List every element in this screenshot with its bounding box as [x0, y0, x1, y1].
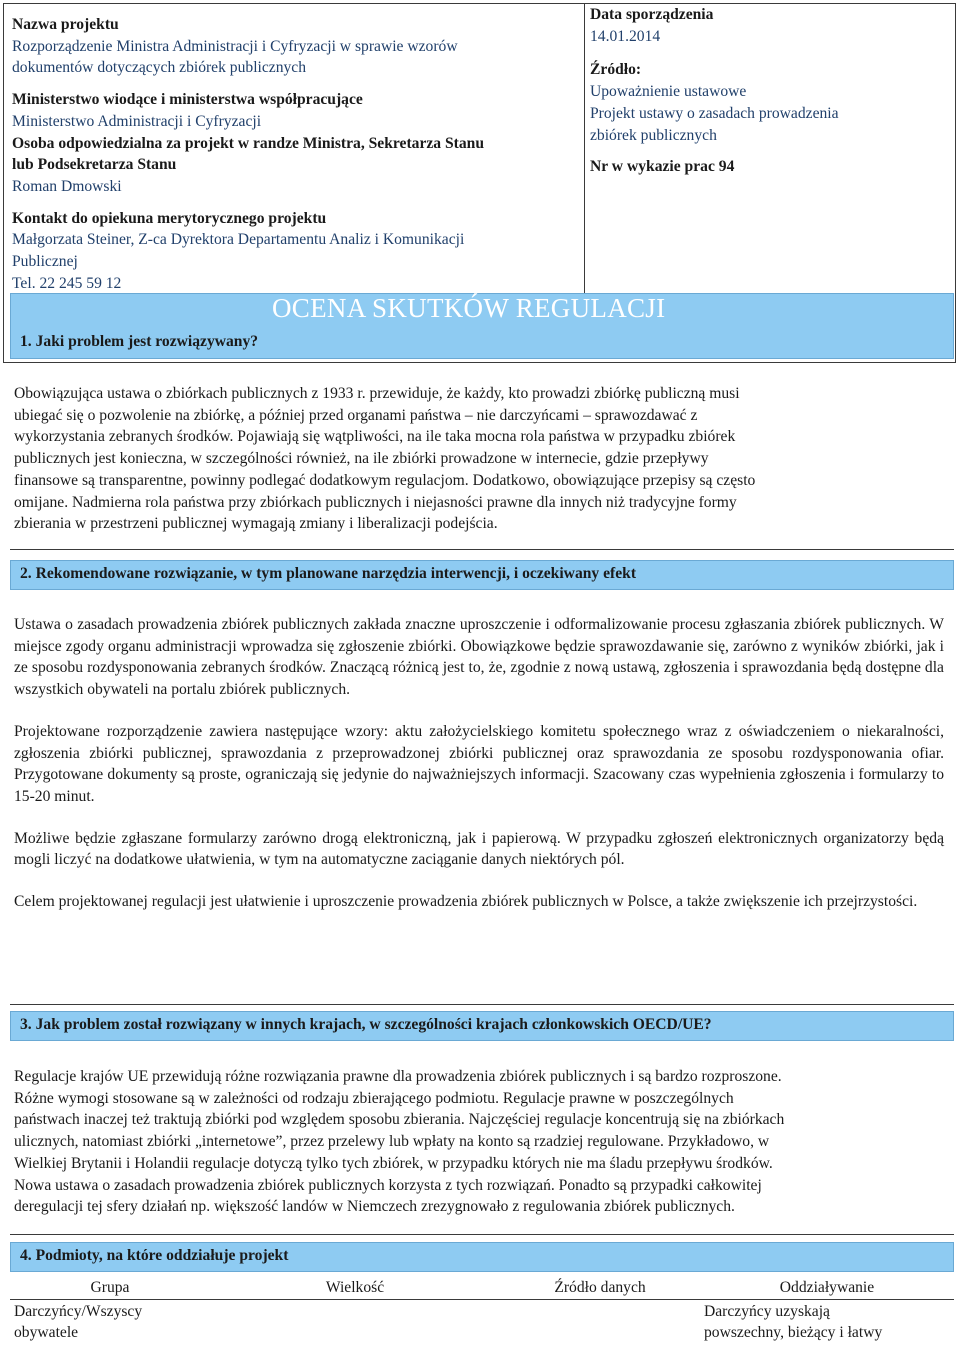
- header-right: [590, 4, 950, 178]
- nazwa-line-1: Rozporządzenie Ministra Administracji i Cyfryzacji w sprawie wzorów: [12, 37, 458, 55]
- s3-line: deregulacji tej sfery działań np. większość landów w Niemczech zrezygnowało z regulowania zbiórek publicznych.: [14, 1198, 735, 1216]
- cell-grupa-l2: obywatele: [14, 1324, 79, 1341]
- s3-line: państwach inaczej też traktują zbiórki pod względem sposobu zbierania. Najczęściej regulacje koncentrują się na zbiórkach: [14, 1111, 785, 1129]
- cell-odd-l2: powszechny, bieżący i łatwy: [704, 1324, 883, 1341]
- s2-p4-l1: Celem projektowanej regulacji jest ułatwienie i uproszczenie prowadzenia zbiórek publicznych w Polsce, a także: [14, 893, 720, 911]
- s2-p2-l2: oświadczeniem o niekaralności, zgłoszenia zbiórki publicznej, sprawozdania z przeprowadzonej zbiórki publicznej oraz: [14, 722, 945, 762]
- s2-p3-l3: niektórych pól.: [530, 851, 625, 869]
- s1-line: finansowe są transparentne, powinny podlegać dodatkowym regulacjom. Dodatkowo, obowiązujące przepisy są często: [14, 471, 756, 489]
- s3-line: Nowa ustawa o zasadach prowadzenia zbiórek publicznych korzysta z tych rozwiązań. Ponadto są przypadki całkowitej: [14, 1176, 762, 1194]
- s2-paragraph-4: [14, 891, 944, 913]
- table-header-row: [10, 1276, 954, 1300]
- section-1-title: 1. Jaki problem jest rozwiązywany?: [20, 333, 259, 350]
- s1-line: ubiegać się o pozwolenie na zbiórkę, a później przed organami państwa – nie darczyńcami – sprawozdawać z: [14, 406, 698, 424]
- section-3-separator: [10, 1234, 954, 1235]
- s3-line: ulicznych, natomiast zbiórki „internetowe”, przez przelewy lub wpłaty na konto są rzadziej regulowane. Przykładowo, w: [14, 1133, 770, 1151]
- cell-grupa-l1: Darczyńcy/Wszyscy: [14, 1303, 143, 1320]
- s2-p1-l3: sprawozdawanie się, zarówno z wyników zbiórki, jak i ze sposobu rozdysponowania zebranych środków. Znaczącą różnicą: [14, 637, 944, 677]
- kontakt-line-1: Małgorzata Steiner, Z-ca Dyrektora Departamentu Analiz i Komunikacji: [12, 231, 465, 249]
- section-2-body: [14, 614, 944, 933]
- s2-p2-l1: Projektowane rozporządzenie zawiera następujące wzory: aktu założycielskiego komitetu społecznego wraz z: [14, 722, 732, 740]
- col-wielkosc: Wielkość: [210, 1276, 500, 1300]
- section-1-body: [14, 383, 944, 535]
- data-value: 14.01.2014: [590, 27, 661, 45]
- zrodlo-line-1: Upoważnienie ustawowe: [590, 83, 747, 101]
- s2-p1-l5: publicznych.: [269, 681, 351, 699]
- section-2-title: 2. Rekomendowane rozwiązanie, w tym planowane narzędzia interwencji, i oczekiwany efekt: [20, 565, 637, 582]
- s1-line: wykorzystania zebranych środków. Pojawiają się wątpliwości, na ile taka mocna rola państwa w przypadku zbiórek: [14, 428, 736, 446]
- tel-value: Tel. 22 245 59 12: [12, 274, 122, 292]
- s2-paragraph-1: [14, 614, 944, 701]
- s2-p1-l2: zbiórek publicznych. W miejsce zgody organu administracji wprowadza się zgłoszenie zbiórki. Obowiązkowe będzie: [14, 616, 944, 655]
- table-row: [10, 1300, 954, 1345]
- section-3-title: 3. Jak problem został rozwiązany w innych krajach, w szczególności krajach członkowskich OECD/UE?: [20, 1016, 712, 1033]
- kontakt-label: Kontakt do opiekuna merytorycznego projektu: [12, 209, 327, 227]
- nazwa-label: Nazwa projektu: [12, 16, 119, 33]
- ocena-title: OCENA SKUTKÓW REGULACJI: [272, 293, 666, 323]
- nazwa-line-2: dokumentów dotyczących zbiórek publicznych: [12, 59, 307, 77]
- s3-line: Wielkiej Brytanii i Holandii regulacje dotyczą tylko tych zbiórek, w przypadku których nie ma śladu przepływu środków.: [14, 1154, 773, 1172]
- s1-line: Obowiązująca ustawa o zbiórkach publicznych z 1933 r. przewiduje, że każdy, kto prowadzi zbiórkę publiczną musi: [14, 385, 740, 402]
- cell-wielkosc: [210, 1300, 500, 1345]
- podmioty-table: [10, 1276, 954, 1344]
- s2-paragraph-2: [14, 721, 944, 808]
- cell-zrodlo: [500, 1300, 700, 1345]
- s2-p3-l1: Możliwe będzie zgłaszane formularzy zarówno drogą elektroniczną, jak i papierową. W przypadku zgłoszeń: [14, 829, 713, 847]
- kontakt-line-2: Publicznej: [12, 253, 78, 271]
- s2-p4-l2: zwiększenie ich przejrzystości.: [723, 893, 918, 911]
- cell-grupa: [10, 1300, 210, 1345]
- ministerstwo-value: Ministerstwo Administracji i Cyfryzacji: [12, 112, 262, 130]
- s1-line: publicznych jest konieczna, w szczególności również, na ile zbiórki prowadzone w internecie, gdzie przepływy: [14, 450, 709, 468]
- header-divider: [584, 3, 585, 293]
- s2-p1-l1: Ustawa o zasadach prowadzenia zbiórek publicznych zakłada znaczne uproszczenie i odformalizowanie procesu zgłaszania: [14, 616, 790, 633]
- s1-line: omijane. Nadmierna rola państwa przy zbiórkach publicznych i niejasności prawne dla innych niż tradycyjne formy: [14, 493, 737, 511]
- s2-paragraph-3: [14, 828, 944, 871]
- nr-label: Nr w wykazie prac 94: [590, 158, 735, 176]
- osoba-value: Roman Dmowski: [12, 177, 122, 195]
- s3-line: Różne wymogi stosowane są w zależności od rodzaju zbierającego podmiotu. Regulacje prawne w poszczególnych: [14, 1089, 734, 1107]
- zrodlo-label: Źródło:: [590, 61, 642, 79]
- ministerstwo-label: Ministerstwo wiodące i ministerstwa współpracujące: [12, 91, 363, 109]
- s2-p3-l2: elektronicznych organizatorzy będą mogli liczyć na dodatkowe ułatwienia, w tym na automatyczne zaciąganie danych: [14, 829, 944, 869]
- s2-p2-l3: sprawozdania ze sposobu rozdysponowania ofiar. Przygotowane dokumenty są proste, ograniczają się jedynie do: [14, 744, 944, 784]
- section-4-title: 4. Podmioty, na które oddziałuje projekt: [20, 1247, 289, 1264]
- zrodlo-line-2: Projekt ustawy o zasadach prowadzenia: [590, 104, 839, 122]
- section-1-separator: [10, 549, 954, 550]
- section-2-separator: [10, 1004, 954, 1005]
- s1-line: zbierania w przestrzeni publicznej wymagają zmiany i liberalizacji podejścia.: [14, 515, 498, 533]
- cell-odd-l1: Darczyńcy uzyskają: [704, 1303, 830, 1320]
- col-grupa: Grupa: [10, 1276, 210, 1300]
- s2-p2-l4: najważniejszych informacji. Szacowany czas wypełnienia zgłoszenia i formularzy to 15-20 minut.: [14, 766, 944, 805]
- header-left: [12, 14, 582, 294]
- osoba-label-2: lub Podsekretarza Stanu: [12, 156, 177, 174]
- section-3-body: [14, 1066, 944, 1218]
- osoba-label-1: Osoba odpowiedzialna za projekt w randze Ministra, Sekretarza Stanu: [12, 134, 485, 152]
- s3-line: Regulacje krajów UE przewidują różne rozwiązania prawne dla prowadzenia zbiórek publicznych i są bardzo rozproszone.: [14, 1068, 782, 1085]
- col-zrodlo: Źródło danych: [500, 1276, 700, 1300]
- s2-p1-l4: jest to, że, zgodnie z nową ustawą, zgłoszenia i sprawozdania będą dostępne dla wszystkich obywateli na portalu zbiórek: [14, 659, 944, 699]
- cell-oddzialywanie: [700, 1300, 954, 1345]
- data-label: Data sporządzenia: [590, 6, 714, 23]
- col-oddzialywanie: Oddziaływanie: [700, 1276, 954, 1300]
- zrodlo-line-3: zbiórek publicznych: [590, 126, 717, 144]
